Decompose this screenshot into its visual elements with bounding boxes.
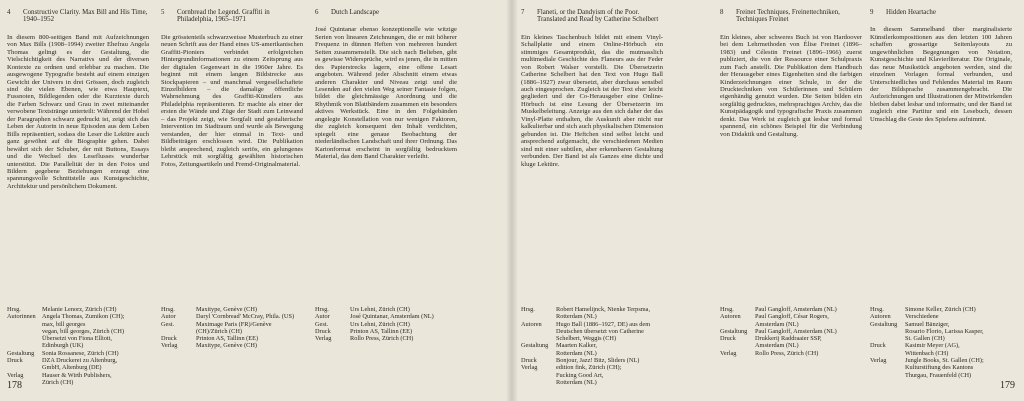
entry-title: Dutch Landscape [331, 9, 380, 16]
credit-value: Bonjour, Jazz! Bitz, Sliders (NL) [556, 357, 640, 365]
credit-value: Angela Thomas, Zumikon (CH); max, bill georges vegan, bill georges, Zürich (CH) [42, 313, 125, 335]
entry-number: 8 [720, 9, 724, 16]
credit-label: Gestaltung [521, 342, 549, 350]
entry-body: In diesem Sammelband über marginalisierte Künstlerkompositionen aus den letzten 100 Jahren schaffen grossartige Seitenlayouts zu ungewöhnlichen Begegnungen von Notation, Kunstgeschichte und Klavierliteratur. Die Originale, das neue Musikstück angeboten werden, sind die einzelnen Vorlagen formal verbunden, und Unterschiedliches und Fehlendes Material im Raum der Bildsprache zusammengebracht. Die Aufzeichnungen und Illustrationen der Mitwirkenden bleiben dabei lesbar und informativ, und der Band ist zugleich eine Partitur und ein Lesebuch, dessen Umschlag die Geste des Spielens aufnimmt. [870, 26, 1012, 123]
entry-title: Flaneti, or the Dandyism of the Poor. Translated and Read by Catherine Schelbert [537, 9, 659, 24]
credit-value: Urs Lehni, Zürich (CH) [350, 320, 410, 328]
entry-9-credits [870, 306, 1012, 379]
credit-label: Autor [161, 313, 176, 321]
credit-value: Hauser & Wirth Publishers, Zürich (CH) [42, 371, 112, 386]
credit-value: Kasimir Meyer (AG), Wittenbach (CH) [905, 342, 960, 357]
entry-body: Ein kleines Taschenbuch bildet mit einem Vinyl-Schallplatte und einem Online-Hörbuch ein stimmiges Gesamtprodukt, das die mutmasslich multimediale Geschichte des Flaneurs aus der Feder von Robert Walser vorstellt. Die Übersetzerin Catherine Schelbert hat den Text von Hugo Ball (1886–1927) zwar übersetzt, aber durchaus sensibel auch eingesprochen. Zugleich ist der Text eher leicht gegliedert und der Co-Herausgeber eine Online-Hörbuch ist eine Lesung der Übersetzerin im Muskelbeleitung. Anzeige aus den sich daher der das Vinyl-Platte enthalten, die Auskunft aber nicht nur kalkulierbar und sich auch physikalischen Dimension gebunden ist. Die Heftchen sind selbst leicht und ansprechend aufgemacht, die verschiedenen Medien sind mit einer subtilen, aber erkennbaren Gestaltung verbunden. Der Band ist als Ganzes eine dichte und kluge Lektüre. [521, 33, 663, 168]
entry-number: 4 [7, 9, 11, 16]
credit-label: Gestaltung [870, 320, 898, 328]
credit-value: Maarten Kalker, Rotterdam (NL) [556, 342, 598, 357]
credit-value: Paul Gangloff, César Rogers, Amsterdam (NL) [755, 313, 829, 328]
entry-7 [521, 9, 663, 272]
credit-label: Druck [870, 342, 886, 350]
credit-label: Druck [161, 335, 177, 343]
entry-title: Hidden Heartache [886, 9, 936, 16]
entry-9 [870, 9, 1012, 264]
entry-title: Cornbread the Legend. Graffiti in Philadelphia, 1965–1971 [177, 9, 270, 24]
credit-label: Autoren [870, 313, 891, 321]
credit-label: Verlag [7, 371, 24, 379]
entry-7-credits [521, 306, 663, 386]
credit-value: Paul Gangloff, Amsterdam (NL) [755, 306, 837, 313]
credit-label: Gest. [315, 320, 329, 328]
credit-label: Hrsg. [521, 306, 535, 313]
credit-value: DZA Druckerei zu Altenburg, GmbH, Altenburg (DE) [42, 357, 118, 372]
credit-label: Druck [7, 357, 23, 365]
credit-label [7, 335, 42, 350]
entry-number: 6 [315, 9, 319, 16]
entry-number: 7 [521, 9, 525, 16]
credit-value: Maximage Paris (FR)/Genève (CH)/Zürich (CH) [196, 320, 272, 335]
entry-8 [720, 9, 862, 272]
credit-label: Druck [720, 335, 736, 343]
credit-label: Gestaltung [7, 349, 35, 357]
credit-value: Melanie Lenorz, Zürich (CH) [42, 306, 117, 313]
credit-value: Drukkerij Raddraaier SSP, Amsterdam (NL) [755, 335, 822, 350]
credit-label: Verlag [870, 357, 887, 365]
credit-value: Maxitype, Genève (CH) [196, 306, 258, 313]
entry-number: 9 [870, 9, 874, 16]
entry-body: José Quintanar ebenso konzeptionelle wie witzige Serien von linearen Zeichnungen, die er mit höherer Frequenz in dünnen Heften von mehreren hundert Seiten zusammenstellt. Die sich nach Belieben, gibt es gewisse Widersprüche, wird es jenen, die in mitten des Papierstrecks lagern, eine offene Lesart angeboten. Während jeder Abschnitt einem etwas anderen Charakter und Niveau zeigt und die Lesenden auf den vielen Weg seiner Fantasie folgen, bildet die gleichmässige Anordnung und die Rhythmik von Blattbändern zusammen ein besonders aktives Werkstück. Eine in den Folgebänden angelegte Konstellation von nur wenigen Faktoren, die zugleich konsequent den Inhalt verdichten, spiegelt eine genaue Beobachtung der niederländischen Landschaft und ihrer Ordnung. Das Kartonformat erscheint in sorgfältig bedrucktem Material, das dem Band Charakter verleiht. [315, 26, 457, 161]
credit-value: Samuel Bänziger, Rosario Florio, Larissa Kasper, St. Gallen (CH) [905, 320, 984, 343]
credit-value: Jungle Books, St. Gallen (CH); Kulturstiftung des Kantons Thurgau, Frauenfeld (CH) [905, 357, 984, 379]
page-number-right: 179 [1000, 380, 1015, 391]
credit-value: Sonia Rossanese, Zürich (CH) [42, 349, 119, 357]
credit-label: Hrsg. [870, 306, 884, 313]
entry-4-credits [7, 306, 149, 386]
entry-6-credits [315, 306, 457, 342]
entry-title: Freinet Techniques, Freinettechniken, Techniques Freinet [736, 9, 840, 24]
credit-label: Verlag [315, 335, 332, 343]
credit-label: Autoren [521, 320, 542, 328]
entry-number: 5 [161, 9, 165, 16]
credit-value: Verschiedene [905, 313, 939, 321]
credit-value: Hugo Ball (1886–1927, DE) aus dem Deutschen übersetzt von Catherine Schelbert, Weggis (CH) [556, 320, 651, 343]
credit-label: Hrsg. [161, 306, 175, 313]
credit-label: Hrsg. [315, 306, 329, 313]
credit-label: Gest. [161, 320, 175, 328]
credit-value: Maxitype, Genève (CH) [196, 342, 258, 350]
credit-value: Paul Gangloff, Amsterdam (NL) [755, 327, 837, 335]
credit-label: Hrsg. [7, 306, 21, 313]
entry-body: In diesem 800-seitigen Band mit Aufzeichnungen von Max Bills (1908–1994) zweiter Ehefrau Angela Thomas gelingt es der Gestaltung, die Vielschichtigkeit des Narrativs und der diversen Kontexte zu ordnen und erlebbar zu machen. Die ausgewogene Typografie besteht auf einem einzigen Gewicht der Univers in drei Grössen, doch zugleich sind die vielen Ebenen, wie etwa Hauptext, Fussnoten, Bildlegenden oder die Kurztexte durch die Farben Schwarz und Grau in zwei miteinander verwobene Textstränge unterteilt: Während der Hobel der Paragraphen schwarz gedruckt ist, zeigt sich das Leben der Autorin in neue Episoden aus dem Leben Bills repräsentiert, sodass die Leser die Lektüre auch ganz gewöhnt auf die Biographie gehen. Dabei bewährt sich der Schuber, der mit Buttons, Essays und die Wechsel des Leseflusses wunderbar unterstützt. Die Parallelität der in den Fotos und Bildern gegebene Beziehungen erzeugt eine spannungsvolle Schnittstelle aus Kunstgeschichte, Architektur und persönlichem Dokument. [7, 33, 149, 190]
entry-body: Ein kleines, aber schweres Buch ist von Hardoover bei dem Lehrmethoden von Élise Freinet (1896–1983) und Célestin Freinet (1896–1966) zuerst publiziert, die von der Ressource einer Schulpraxis zum Fach anstellt. Die Publikation dem Handbuch der Herausgeber eines Eigenheiten sind die farbigen Kinderzeichnungen einer Schule, in der die Drucktechniken von Schülerinnen und Schülern eigenhändig genutzt wurden. Die Seiten bilden ein sorgfältig gedrucktes, mehrsprachiges Archiv, das die Kunstpädagogik und typografische Praxis zusammen denkt. Das Werk ist zugleich gut lesbar und formal spannend, ein schönes Beispiel für die Verbindung von Didaktik und Gestaltung. [720, 33, 862, 138]
credit-label: Autor [315, 313, 330, 321]
entry-5 [161, 9, 303, 272]
credit-value: edition fink, Zürich (CH); Fucking Good Art, Rotterdam (NL) [556, 364, 622, 386]
credit-value: Rollo Press, Zürich (CH) [350, 335, 414, 343]
credit-label: Hrsg. [720, 306, 734, 313]
page-number-left: 178 [7, 380, 22, 391]
credit-label: Verlag [161, 342, 178, 350]
credit-value: Urs Lehni, Zürich (CH) [350, 306, 410, 313]
credit-label: Verlag [521, 364, 538, 372]
credit-value: Daryl 'Cornbread' McCray, Phila. (US) [196, 313, 295, 321]
credit-label: Druck [521, 357, 537, 365]
credit-value: Robert Hamelijnck, Nienke Terpsma, Rotterdam (NL) [556, 306, 651, 321]
credit-label: Gestaltung [720, 327, 748, 335]
entry-8-credits [720, 306, 862, 357]
credit-value: José Quintanar, Amsterdam (NL) [350, 313, 434, 321]
credit-label: Autoren [720, 313, 741, 321]
credit-value: Rollo Press, Zürich (CH) [755, 349, 819, 357]
entry-5-credits [161, 306, 303, 350]
entry-4 [7, 9, 149, 272]
entry-body: Die grösstenteils schwarzweisse Musterbuch zu einer neuen Schrift aus der Hand eines US-amerikanischen Graffiti-Pioniers verbindet erfolgreichen Hintergrundinformationen zu einem Zeitsprung aus der digitalen Gegenwart in die 1960er Jahre. Es beginnt mit einem langen Bildstrecke aus Stockpapieren – und manchmal vergesellschaftete Einzelbildern – die damalige öffentliche Wahrnehmung des Graffiti-Künstlers aus Philadelphia repräsentieren. Er machte als einer der ersten die Wände und Züge der Stadt zum Leinwand – das Projekt zeigt, wie Sorgfalt und gestalterische Intervention im Stadtraum und wurde als Bewegung verstanden, der hier einmal in Text- und Bildbeiträgen erschlossen wird. Die Publikation bleibt ansprechend, zugleich seriös, ein gelungenes Lehrstück mit sorgfältig gewählten historischen Fotos, Zeitungsartikeln und Fremd-Originalmaterial. [161, 33, 303, 168]
credit-value: Simone Keller, Zürich (CH) [905, 306, 976, 313]
credit-value: Printon AS, Tallinn (EE) [350, 327, 413, 335]
credit-label: Autorinnen [7, 313, 36, 321]
credit-label: Verlag [720, 349, 737, 357]
credit-value: Übersetzt von Fiona Elliott, Edinburgh (UK) [42, 335, 112, 350]
entry-title: Constructive Clarity. Max Bill and His Time, 1940–1952 [23, 9, 148, 24]
right-page [512, 0, 1024, 401]
entry-6 [315, 9, 457, 264]
credit-value: Printon AS, Tallinn (EE) [196, 335, 259, 343]
credit-label: Druck [315, 327, 331, 335]
